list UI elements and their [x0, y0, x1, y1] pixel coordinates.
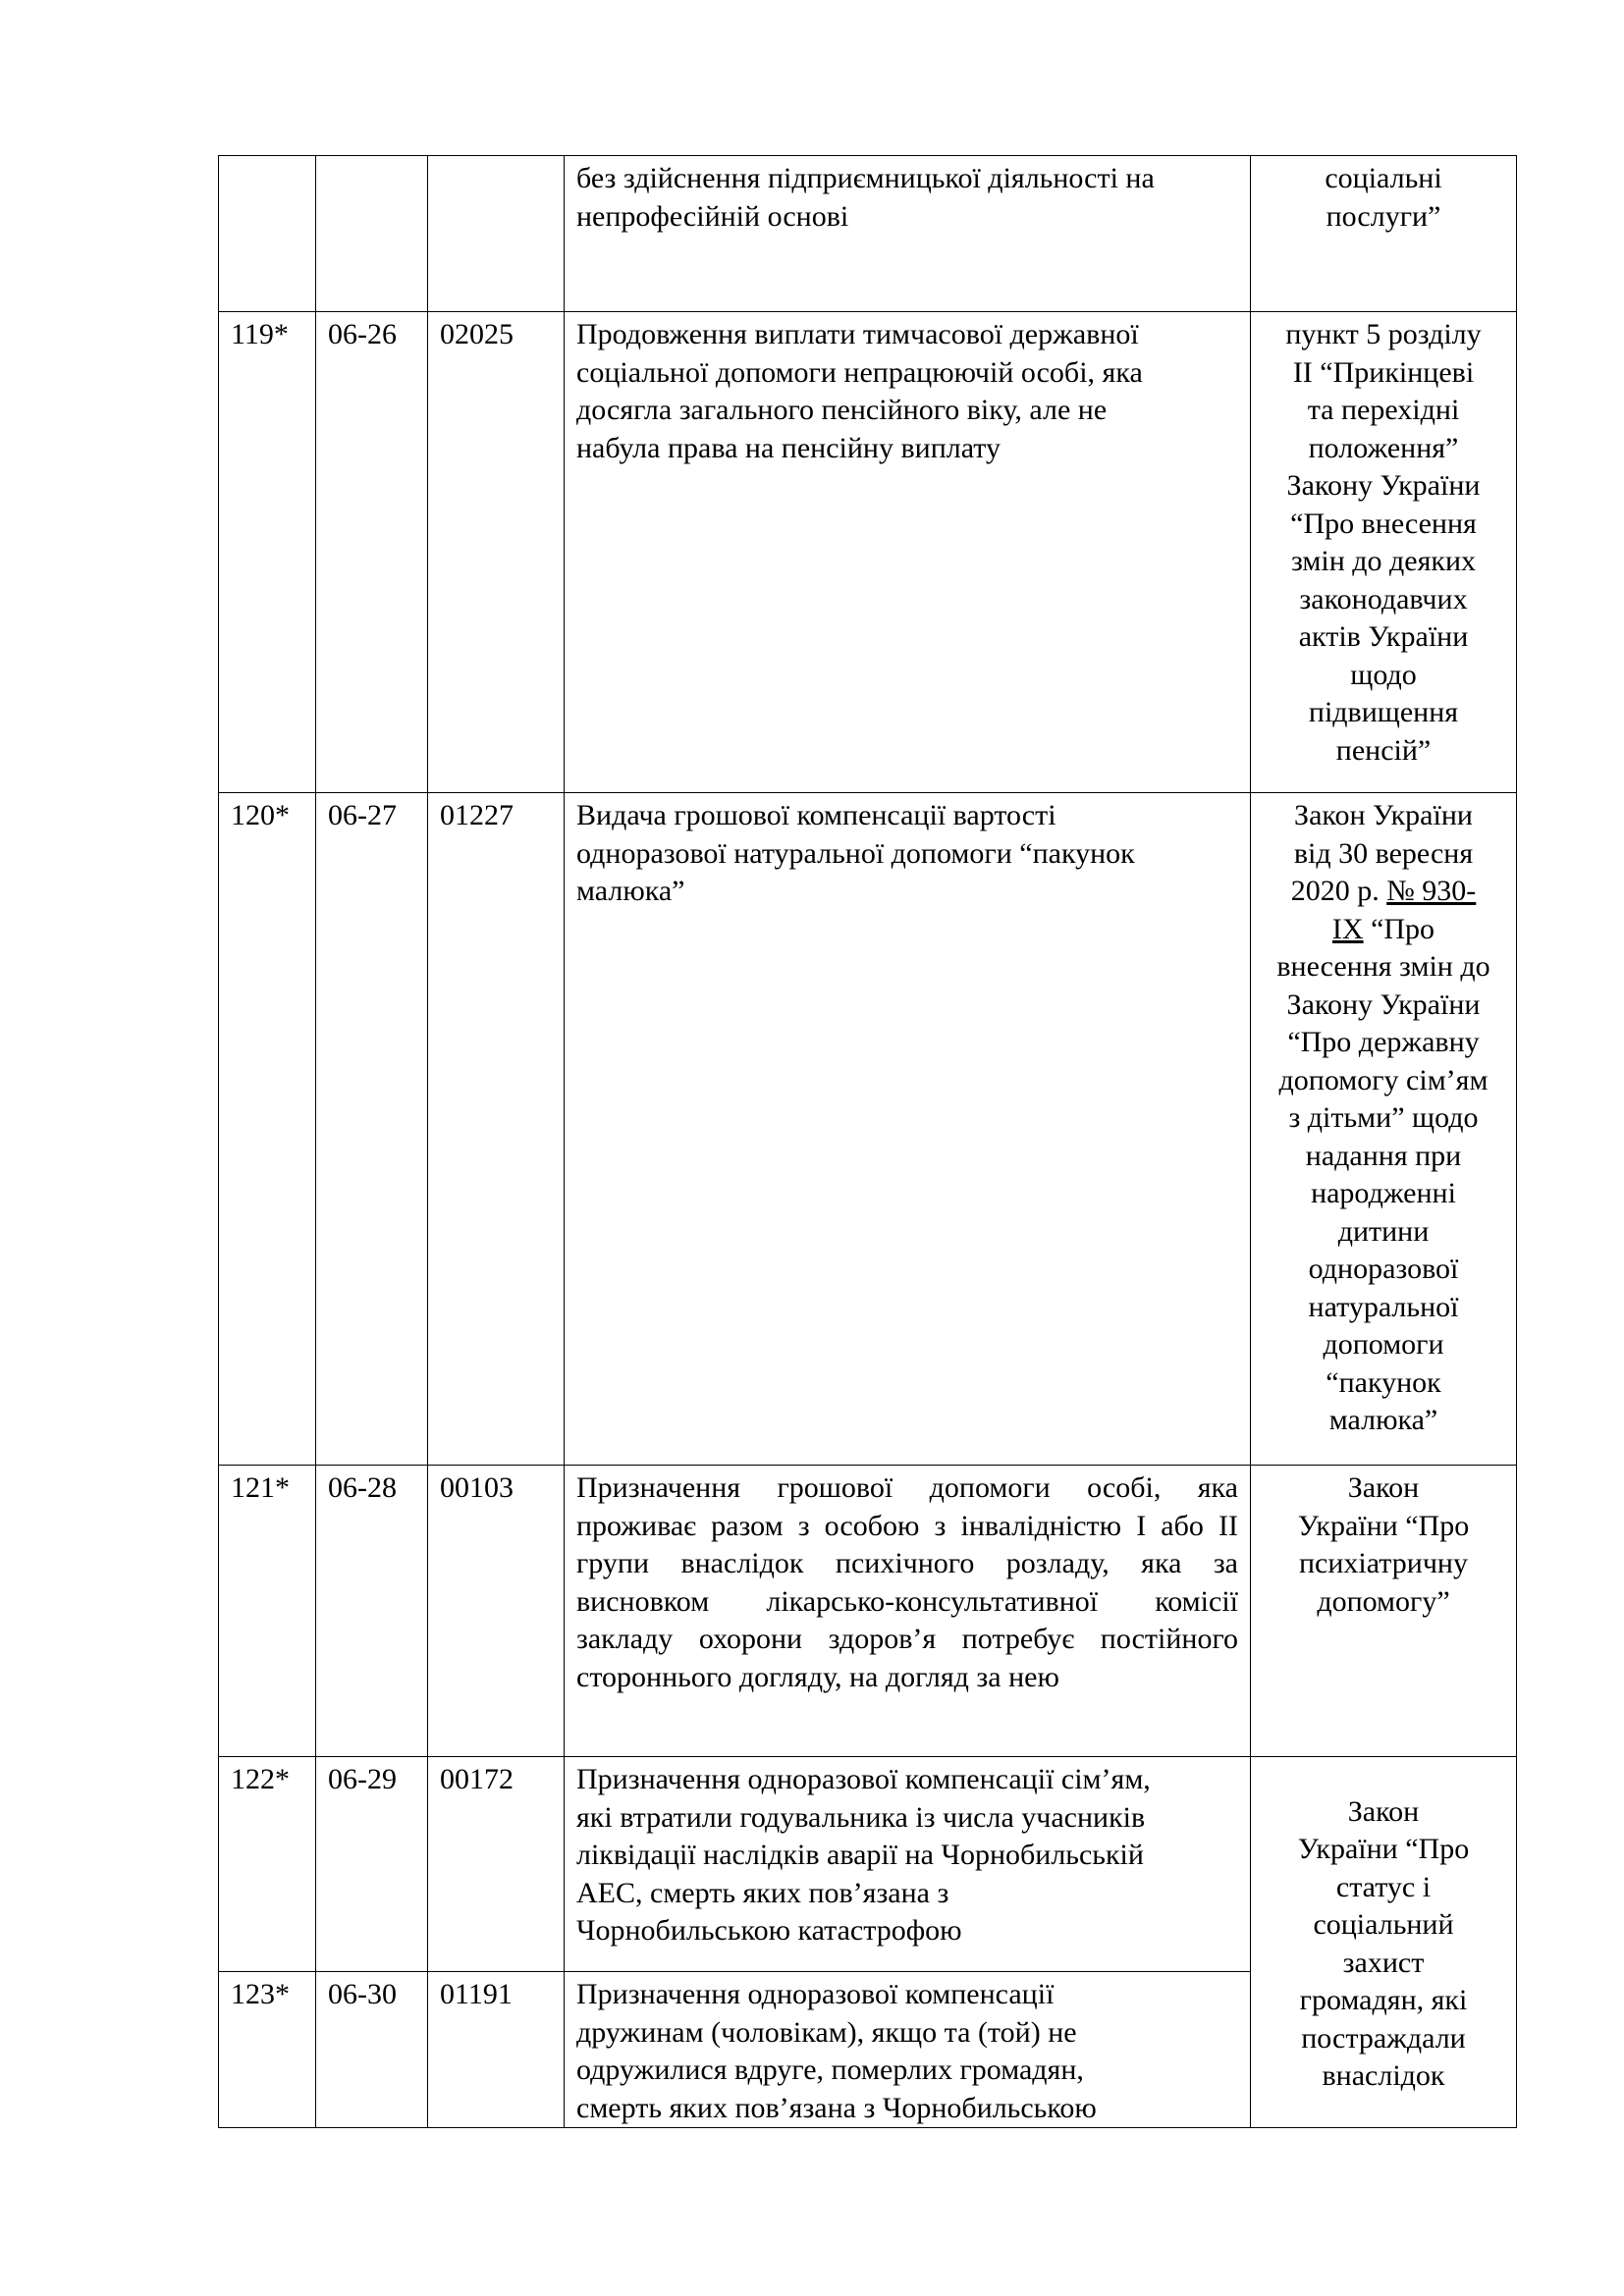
- text-line: соціальний: [1313, 1908, 1454, 1941]
- text-line: соціальної допомоги непрацюючій особі, яка: [576, 355, 1143, 389]
- text-line: одноразової натуральної допомоги “пакунок: [576, 836, 1135, 870]
- text-line: актів України: [1298, 620, 1469, 653]
- text-line: АЕС, смерть яких пов’язана з: [576, 1876, 949, 1909]
- text-line: Продовження виплати тимчасової державної: [576, 318, 1139, 350]
- table-row: [219, 156, 1517, 312]
- text-line: психіатричну: [1299, 1547, 1468, 1579]
- text-line: Видача грошової компенсації вартості: [576, 799, 1056, 831]
- text-line: Закон: [1347, 1471, 1420, 1504]
- text-line: постраждали: [1301, 2021, 1466, 2055]
- text-line: “Про внесення: [1290, 507, 1477, 540]
- text-line: з дітьми” щодо: [1288, 1101, 1479, 1134]
- service-code: [316, 156, 428, 312]
- legal-basis: [1251, 1757, 1517, 2128]
- service-code: 06-29: [316, 1757, 428, 1972]
- registry-code: 02025: [428, 312, 565, 793]
- text-line: Закону України: [1286, 988, 1481, 1021]
- text-line: від 30 вересня: [1293, 836, 1474, 870]
- text-line: Закону України: [1286, 469, 1481, 502]
- text-fragment: 2020 р.: [1290, 875, 1387, 907]
- text-line: одружилися вдруге, померлих громадян,: [576, 2054, 1084, 2086]
- row-number: [219, 156, 316, 312]
- row-number: 119*: [219, 312, 316, 793]
- service-description: [565, 1972, 1251, 2128]
- service-description: [565, 312, 1251, 793]
- text-line: допомогу сім’ям: [1278, 1063, 1489, 1096]
- text-line: соціальні: [1325, 162, 1442, 194]
- text-line: ліквідації наслідків аварії на Чорнобильській: [576, 1839, 1144, 1871]
- text-fragment: “Про: [1363, 912, 1435, 945]
- text-line: захист: [1342, 1946, 1425, 1979]
- text-line: [1263, 873, 1504, 911]
- text-line: України “Про: [1297, 1833, 1470, 1865]
- text-line: Закон України: [1294, 799, 1473, 831]
- row-number: 120*: [219, 793, 316, 1466]
- text-line: II “Прикінцеві: [1292, 355, 1475, 389]
- text-line: непрофесійній основі: [576, 199, 849, 233]
- service-code: 06-27: [316, 793, 428, 1466]
- text-line: пункт 5 розділу: [1285, 318, 1482, 350]
- text-line: Чорнобильською катастрофою: [576, 1914, 962, 1947]
- registry-code: 00172: [428, 1757, 565, 1972]
- registry-code: 01191: [428, 1972, 565, 2128]
- text-line: народженні: [1311, 1177, 1456, 1209]
- law-number-link[interactable]: IX: [1331, 912, 1364, 945]
- service-code: 06-30: [316, 1972, 428, 2128]
- service-description: Призначення грошової допомоги особі, яка проживає разом з особою з інвалідністю I або II групи внаслідок психічного розладу, яка за висновком лікарсько-консультативної комісії закладу охорони здоров’я потребує постійного стороннього догляду, на догляд за нею: [565, 1466, 1251, 1757]
- text-line: досягла загального пенсійного віку, але не: [576, 394, 1108, 426]
- text-line: пенсій”: [1335, 733, 1432, 767]
- text-line: змін до деяких: [1290, 545, 1477, 577]
- row-number: 123*: [219, 1972, 316, 2128]
- service-description: [565, 793, 1251, 1466]
- text-line: одноразової: [1308, 1253, 1459, 1285]
- table-row: [219, 1466, 1517, 1757]
- text-line: Призначення одноразової компенсації: [576, 1978, 1055, 2010]
- registry-code: [428, 156, 565, 312]
- text-line: громадян, які: [1299, 1984, 1468, 2016]
- text-line: положення”: [1308, 431, 1459, 464]
- text-line: які втратили годувальника із числа учасників: [576, 1800, 1146, 1834]
- service-code: 06-26: [316, 312, 428, 793]
- text-line: набула права на пенсійну виплату: [576, 431, 1001, 464]
- text-line: послуги”: [1326, 199, 1441, 233]
- text-line: малюка”: [576, 875, 685, 907]
- text-line: Призначення одноразової компенсації сім’ям,: [576, 1763, 1151, 1795]
- legal-basis: [1251, 312, 1517, 793]
- text-line: внаслідок: [1322, 2059, 1445, 2092]
- legal-basis: [1251, 156, 1517, 312]
- row-number: 121*: [219, 1466, 316, 1757]
- text-line: України “Про: [1297, 1509, 1470, 1542]
- text-line: “пакунок: [1326, 1365, 1441, 1399]
- table-row: [219, 793, 1517, 1466]
- registry-code: 00103: [428, 1466, 565, 1757]
- text-line: та перехідні: [1307, 394, 1460, 426]
- registry-code: 01227: [428, 793, 565, 1466]
- text-line: Закон: [1347, 1794, 1420, 1828]
- service-code: 06-28: [316, 1466, 428, 1757]
- text-line: дружинам (чоловікам), якщо та (той) не: [576, 2015, 1077, 2049]
- table-row: [219, 312, 1517, 793]
- text-line: [1263, 911, 1504, 949]
- services-table: [218, 155, 1517, 2128]
- text-line: внесення змін до: [1276, 950, 1490, 983]
- text-line: законодавчих: [1299, 582, 1468, 615]
- law-number-link[interactable]: № 930-: [1386, 875, 1477, 907]
- legal-basis: [1251, 1466, 1517, 1757]
- text-line: “Про державну: [1287, 1026, 1480, 1058]
- row-number: 122*: [219, 1757, 316, 1972]
- text-line: підвищення: [1308, 696, 1459, 728]
- service-description: [565, 1757, 1251, 1972]
- text-line: смерть яких пов’язана з Чорнобильською: [576, 2091, 1097, 2124]
- text-line: натуральної: [1308, 1290, 1459, 1323]
- text-line: статус і: [1335, 1870, 1432, 1903]
- service-description: [565, 156, 1251, 312]
- legal-basis: [1251, 793, 1517, 1466]
- text-line: допомогу”: [1317, 1584, 1450, 1618]
- text-line: надання при: [1305, 1139, 1462, 1172]
- table-row: [219, 1757, 1517, 1972]
- text-line: щодо: [1350, 658, 1417, 691]
- text-line: дитини: [1337, 1214, 1430, 1248]
- text-line: малюка”: [1328, 1404, 1438, 1436]
- text-line: допомоги: [1323, 1328, 1444, 1361]
- text-line: без здійснення підприємницької діяльності на: [576, 162, 1155, 194]
